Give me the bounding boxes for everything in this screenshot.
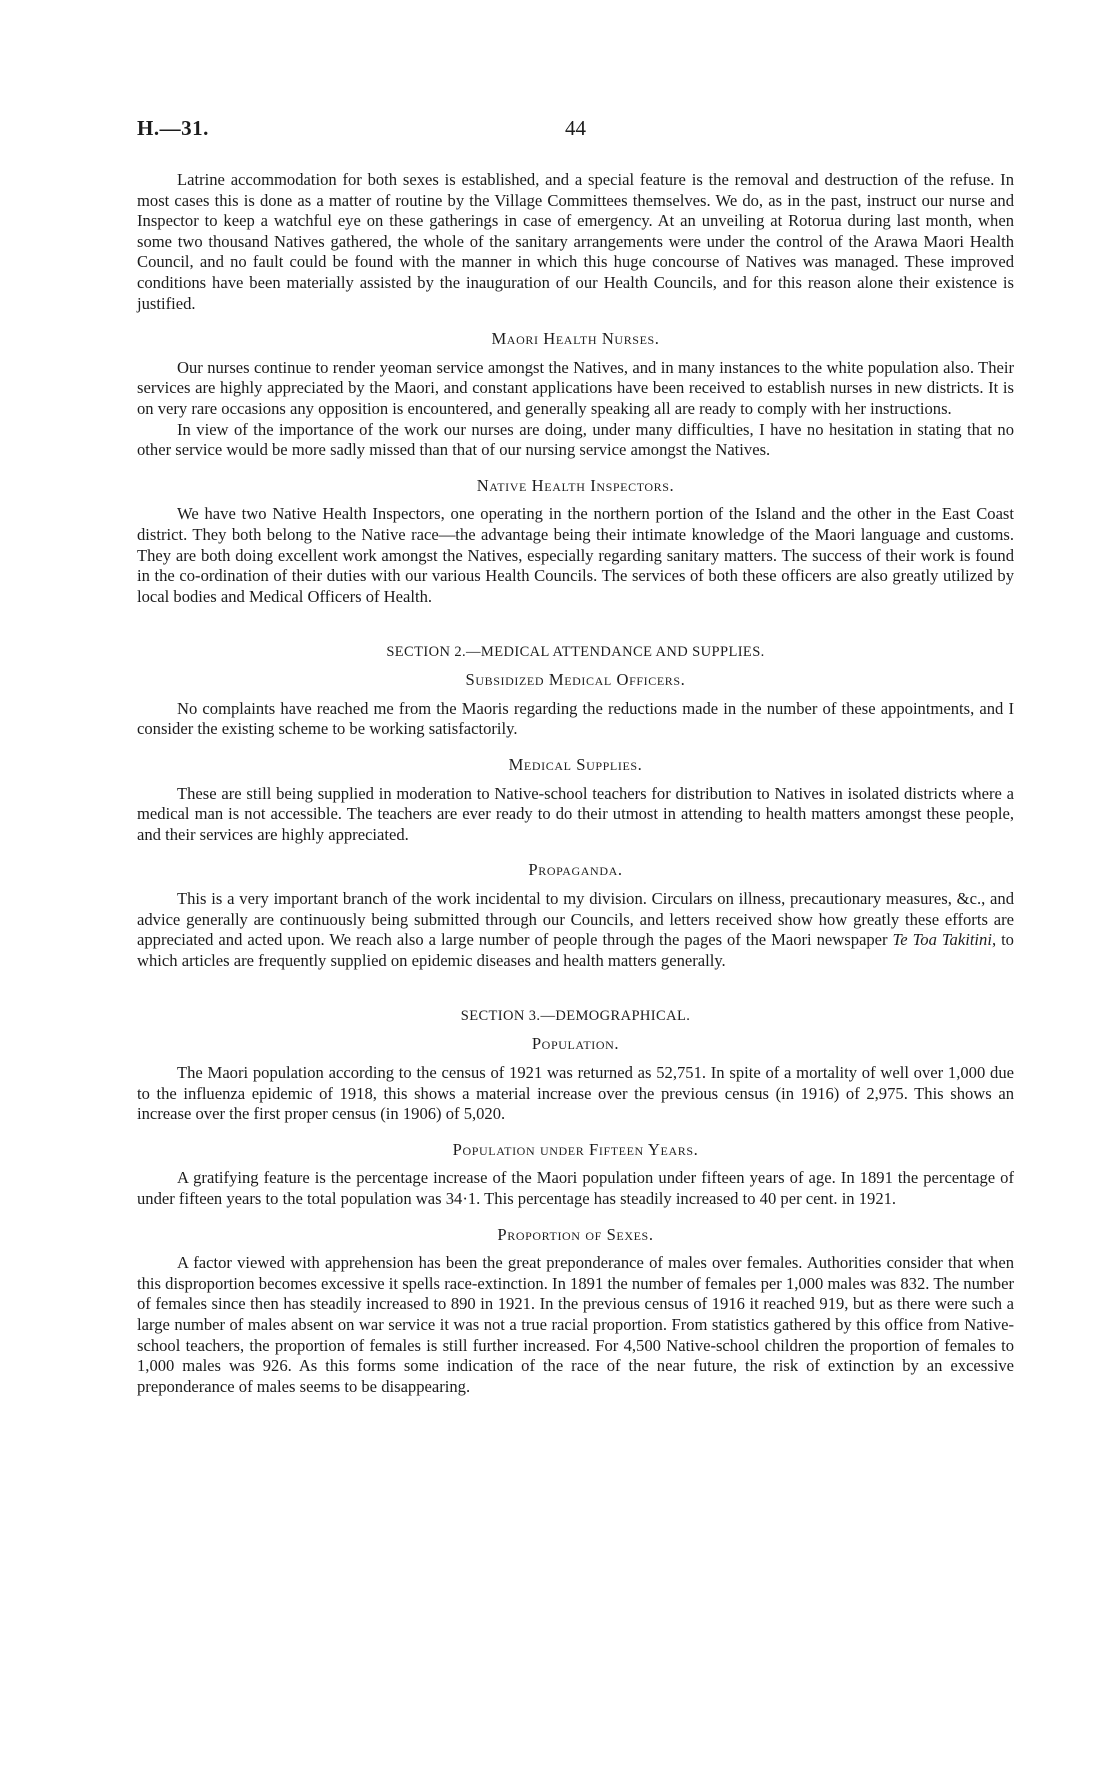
heading-medical-supplies: Medical Supplies. <box>508 755 643 775</box>
paragraph-medical-supplies: These are still being supplied in moderation to Native-school teachers for distribution to Natives in isolated districts where a medical man is not accessible. The teachers are ever ready to do their utmost in attending to health matters amongst these people, and their services are highly appreciated. <box>137 783 1014 844</box>
propaganda-text-before: This is a very important branch of the work incidental to my division. Circulars on illness, precautionary measures, &c., and advice generally are continuously being submitted through our Councils, and letters received show how greatly these efforts are appreciated and acted upon. We reach also a large number of people through the pages of the Maori newspaper <box>137 889 1014 950</box>
paragraph-population: The Maori population according to the census of 1921 was returned as 52,751. In spite of a mortality of well over 1,000 due to the influenza epidemic of 1918, this shows a material increase over the previous census (in 1916) of 2,975. This shows an increase over the first proper census (in 1906) of 5,020. <box>137 1063 1014 1124</box>
section-2-title: SECTION 2.—MEDICAL ATTENDANCE AND SUPPLIES. <box>386 644 765 661</box>
document-reference: H.—31. <box>137 116 209 140</box>
page-content <box>137 170 1014 1397</box>
paragraph-propaganda <box>137 889 1014 971</box>
heading-propaganda: Propaganda. <box>528 860 623 880</box>
newspaper-title: Te Toa Takitini <box>892 930 992 950</box>
page-number: 44 <box>565 116 586 140</box>
propaganda-text-after: , to which articles are frequently supplied on epidemic diseases and health matters generally. <box>137 930 1014 970</box>
paragraph-inspectors: We have two Native Health Inspectors, one operating in the northern portion of the Island and the other in the East Coast district. They both belong to the Native race—the advantage being their intimate knowledge of the Maori language and customs. They are both doing excellent work amongst the Natives, especially regarding sanitary matters. The success of their work is found in the co-ordination of their duties with our various Health Councils. The services of both these officers are also greatly utilized by local bodies and Medical Officers of Health. <box>137 504 1014 606</box>
paragraph-nurses-2: In view of the importance of the work our nurses are doing, under many difficulties, I have no hesitation in stating that no other service would be more sadly missed than that of our nursing service amongst the Natives. <box>137 419 1014 460</box>
heading-population: Population. <box>531 1034 620 1054</box>
heading-maori-health-nurses: Maori Health Nurses. <box>491 329 660 349</box>
heading-subsidized-medical-officers: Subsidized Medical Officers. <box>465 670 686 690</box>
paragraph-nurses-1: Our nurses continue to render yeoman service amongst the Natives, and in many instances to the white population also. Their services are highly appreciated by the Maori, and constant applications have been received to establish nurses in new districts. It is on very rare occasions any opposition is encountered, and generally speaking all are ready to comply with her instructions. <box>137 357 1014 418</box>
heading-proportion-of-sexes: Proportion of Sexes. <box>497 1224 654 1244</box>
paragraph-latrine: Latrine accommodation for both sexes is established, and a special feature is the removal and destruction of the refuse. In most cases this is done as a matter of routine by the Village Committees themselves. We do, as in the past, instruct our nurse and Inspector to keep a watchful eye on these gatherings in case of emergency. At an unveiling at Rotorua during last month, when some two thousand Natives gathered, the whole of the sanitary arrangements were under the control of the Arawa Maori Health Council, and no fault could be found with the manner in which this huge concourse of Natives was managed. These improved conditions have been materially assisted by the inauguration of our Health Councils, and for this reason alone their existence is justified. <box>137 170 1014 313</box>
paragraph-under-fifteen: A gratifying feature is the percentage increase of the Maori population under fifteen years of age. In 1891 the percentage of under fifteen years to the total population was 34·1. This percentage has steadily increased to 40 per cent. in 1921. <box>137 1168 1014 1208</box>
heading-native-health-inspectors: Native Health Inspectors. <box>476 475 675 495</box>
paragraph-subsidized: No complaints have reached me from the Maoris regarding the reductions made in the number of these appointments, and I consider the existing scheme to be working satisfactorily. <box>137 698 1014 739</box>
paragraph-proportion-of-sexes: A factor viewed with apprehension has been the great preponderance of males over females. Authorities consider that when this disproportion becomes excessive it spells race-extinction. In 1891 the number of females per 1,000 males was 832. The number of females since then has steadily increased to 890 in 1921. In the previous census of 1916 it reached 919, but as there were such a large number of males absent on war service it was not a true racial proportion. From statistics gathered by this office from Native-school teachers, the proportion of females is still further increased. For 4,500 Native-school children the proportion of females to 1,000 males was 926. As this forms some indication of the race of the near future, the risk of extinction by an excessive preponderance of males seems to be disappearing. <box>137 1253 1014 1396</box>
heading-population-under-fifteen: Population under Fifteen Years. <box>452 1139 699 1159</box>
section-3-title: SECTION 3.—DEMOGRAPHICAL. <box>460 1008 691 1025</box>
page-header <box>137 118 1014 148</box>
